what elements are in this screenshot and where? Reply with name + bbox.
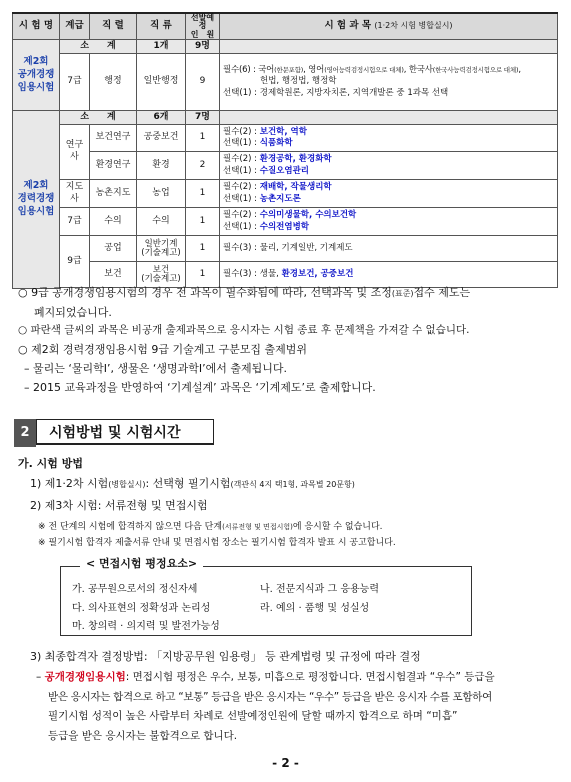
career-quota: 1 xyxy=(186,236,220,262)
section-header xyxy=(14,419,214,447)
category-line1: 보건 xyxy=(152,264,170,275)
note-small: (표준) xyxy=(391,289,414,298)
public-category: 일반행정 xyxy=(137,54,186,111)
table-row xyxy=(13,236,558,262)
career-subjects xyxy=(220,208,558,236)
subject-label: 선택(1) : xyxy=(223,193,260,204)
career-subtotal-row xyxy=(13,111,558,125)
exam-subjects-table xyxy=(12,12,558,289)
page-number: - 2 - xyxy=(272,756,299,770)
subject-label: 필수(3) : 생물, xyxy=(223,268,282,279)
career-group-name-l3: 임용시험 xyxy=(17,205,55,217)
career-quota: 1 xyxy=(186,208,220,236)
subject-note: (한국사능력검정시험으로 대체) xyxy=(432,65,519,74)
public-subtotal-count: 1개 xyxy=(137,40,186,54)
interview-eval-title: < 면접시험 평정요소> xyxy=(80,555,203,571)
public-subjects-line2: 헌법, 행정법, 행정학 xyxy=(260,76,337,87)
career-quota: 1 xyxy=(186,180,220,208)
career-quota: 1 xyxy=(186,125,220,152)
subject-label: 선택(1) : xyxy=(223,165,260,176)
table-row xyxy=(13,125,558,152)
subject-optional-line xyxy=(223,138,554,149)
career-group-name-l1: 제2회 xyxy=(23,180,49,192)
public-subtotal-row xyxy=(13,40,558,54)
header-quota xyxy=(186,13,220,40)
subject-blue: 수의전염병학 xyxy=(259,221,310,232)
item-note: (병합실시) xyxy=(108,480,146,489)
header-quota-l2: 인 원 xyxy=(190,29,215,39)
header-subjects-note: (1·2차 시험 병합실시) xyxy=(374,21,453,31)
note-2: ○ 파란색 글씨의 과목은 비공개 출제과목으로 응시자는 시험 종료 후 문제책을 가져갈 수 없습니다. xyxy=(18,324,470,336)
note-text: ○ 9급 공개경쟁임용시험의 경우 전 과목이 필수화됨에 따라, 선택과목 및 조정 xyxy=(18,286,392,299)
career-grade-guidance: 지도사 xyxy=(60,180,90,208)
subject-label: 선택(1) : xyxy=(223,138,260,149)
career-series: 공업 xyxy=(90,236,137,262)
para-text: : 면접시험 평정은 우수, 보통, 미흡으로 평정합니다. 면접시험결과 “우수” 등급을 xyxy=(125,671,495,683)
career-subjects xyxy=(220,152,558,180)
public-group-name xyxy=(13,40,60,111)
eval-item: 마. 창의력 · 의지력 및 발전가능성 xyxy=(72,621,220,632)
career-category: 농업 xyxy=(137,180,186,208)
note-3: ○ 제2회 경력경쟁임용시험 9급 기술계고 구분모집 출제범위 xyxy=(18,343,307,356)
public-quota: 9 xyxy=(186,54,220,111)
note-4: – 물리는 ‘물리학Ⅰ’, 생물은 ‘생명과학Ⅰ’에서 출제됩니다. xyxy=(24,362,287,375)
career-series: 보건연구 xyxy=(90,125,137,152)
item-text: : 선택형 필기시험 xyxy=(145,477,231,490)
subject-blue: 환경공학, 환경화학 xyxy=(259,154,332,165)
method-item-3: 3) 최종합격자 결정방법: 「지방공무원 임용령」 등 관계법령 및 규정에 따라 결정 xyxy=(30,650,421,663)
note-text: 폐지되었습니다. xyxy=(34,306,112,319)
section-title: 시험방법 및 시험시간 xyxy=(36,419,214,445)
subject-label: 필수(2) : xyxy=(223,154,260,165)
subject-text: , 한국사 xyxy=(403,64,433,75)
subject-required-line xyxy=(223,182,554,193)
public-subtotal-label: 소 계 xyxy=(60,40,137,54)
item-text: 1) 제1·2차 시험 xyxy=(30,477,109,490)
subject-label: 필수(2) : xyxy=(223,210,260,221)
public-group-name-l3: 임용시험 xyxy=(17,81,55,93)
subject-optional-line xyxy=(223,166,554,177)
subject-label: 필수(2) : xyxy=(223,126,260,137)
subject-text: 필수(6) : 국어 xyxy=(223,64,275,75)
career-subjects: 필수(3) : 물리, 기계일반, 기계제도 xyxy=(220,236,558,262)
method-heading: 가. 시험 방법 xyxy=(18,457,83,470)
subject-required-line xyxy=(223,154,554,165)
subject-label: 필수(2) : xyxy=(223,182,260,193)
subject-required-line xyxy=(223,127,554,138)
career-category: 수의 xyxy=(137,208,186,236)
item-note: (객관식 4지 택1형, 과목별 20문항) xyxy=(230,480,355,489)
career-series: 농촌지도 xyxy=(90,180,137,208)
subject-note: (영어능력검정시험으로 대체) xyxy=(324,65,404,74)
category-line1: 일반기계 xyxy=(144,238,178,249)
section-number: 2 xyxy=(14,419,36,447)
header-exam-name: 시 험 명 xyxy=(13,13,60,40)
eval-item: 다. 의사표현의 정확성과 논리성 xyxy=(72,603,211,614)
subject-blue: 보건학, 역학 xyxy=(259,126,307,137)
method-star-1 xyxy=(38,519,383,532)
eval-item: 라. 예의 · 품행 및 성실성 xyxy=(260,603,370,614)
public-group-name-l1: 제2회 xyxy=(23,55,49,67)
table-row xyxy=(13,54,558,111)
header-subjects-label: 시 험 과 목 xyxy=(324,20,372,32)
header-quota-l1: 선발예정 xyxy=(190,13,215,31)
public-subjects-line3: 선택(1) : 경제학원론, 지방자치론, 지역개발론 중 1과목 선택 xyxy=(223,87,449,98)
note-text: 접수 제도는 xyxy=(413,286,471,299)
header-series: 직 렬 xyxy=(90,13,137,40)
star-text: ※ 전 단계의 시험에 합격하지 않으면 다음 단계 xyxy=(38,522,223,532)
career-subjects xyxy=(220,180,558,208)
career-grade-research: 연구사 xyxy=(60,125,90,180)
star-text: 에 응시할 수 없습니다. xyxy=(292,522,383,532)
method-item-2: 2) 제3차 시험: 서류전형 및 면접시험 xyxy=(30,499,208,512)
table-row xyxy=(13,208,558,236)
subject-label: 선택(1) : xyxy=(223,221,260,232)
public-group-name-l2: 공개경쟁 xyxy=(17,68,55,80)
subject-blue: 식품화학 xyxy=(259,138,293,149)
table-row xyxy=(13,152,558,180)
table-row xyxy=(13,180,558,208)
career-group-name-l2: 경력경쟁 xyxy=(17,193,55,205)
subject-text: , 영어 xyxy=(303,64,325,75)
career-category xyxy=(137,236,186,262)
career-quota: 2 xyxy=(186,152,220,180)
subject-blue: 수질오염관리 xyxy=(259,165,310,176)
para-red: 공개경쟁임용시험 xyxy=(44,671,126,683)
public-subtotal-quota: 9명 xyxy=(186,40,220,54)
subject-blue: 수의미생물학, 수의보건학 xyxy=(259,210,357,221)
final-decision-paragraph xyxy=(36,668,556,746)
method-star-2: ※ 필기시험 합격자 제출서류 안내 및 면접시험 장소는 필기시험 합격자 발표 시 공고합니다. xyxy=(38,538,396,548)
career-subtotal-label: 소 계 xyxy=(60,111,137,125)
para-text: – xyxy=(36,671,45,683)
para-text: 등급을 받은 응시자는 불합격으로 합니다. xyxy=(48,729,238,742)
eval-item: 나. 전문지식과 그 응용능력 xyxy=(260,584,379,595)
public-series: 행정 xyxy=(90,54,137,111)
category-line2: (기술계고) xyxy=(141,247,181,258)
career-category: 공중보건 xyxy=(137,125,186,152)
public-subjects-line1 xyxy=(223,65,554,76)
method-item-1 xyxy=(30,475,355,491)
career-series: 보건 xyxy=(90,262,137,288)
subject-required-line xyxy=(223,210,554,221)
table-header-row xyxy=(13,13,558,40)
subject-blue: 농촌지도론 xyxy=(259,193,301,204)
header-grade: 계급 xyxy=(60,13,90,40)
career-series: 수의 xyxy=(90,208,137,236)
category-line2: (기술계고) xyxy=(141,273,181,284)
career-subjects xyxy=(220,125,558,152)
subject-blue: 환경보건, 공중보건 xyxy=(281,268,354,279)
subject-optional-line xyxy=(223,222,554,233)
career-category: 환경 xyxy=(137,152,186,180)
career-series: 환경연구 xyxy=(90,152,137,180)
subject-blue: 재배학, 작물생리학 xyxy=(259,182,332,193)
public-subjects xyxy=(220,54,558,111)
note-5: – 2015 교육과정을 반영하여 ‘기계설계’ 과목은 ‘기계제도’로 출제합니다. xyxy=(24,381,376,394)
career-subtotal-quota: 7명 xyxy=(186,111,220,125)
subject-text: , xyxy=(518,64,521,75)
star-note: (서류전형 및 면접시험) xyxy=(222,523,293,531)
career-grade-7: 7급 xyxy=(60,208,90,236)
subject-optional-line xyxy=(223,194,554,205)
public-grade: 7급 xyxy=(60,54,90,111)
subject-note: (한문포함) xyxy=(274,65,304,74)
career-quota: 1 xyxy=(186,262,220,288)
career-grade-9: 9급 xyxy=(60,236,90,288)
career-subtotal-count: 6개 xyxy=(137,111,186,125)
para-text: 필기시험 성적이 높은 사람부터 차례로 선발예정인원에 달할 때까지 합격으로 하며 “미흡” xyxy=(48,710,458,722)
career-group-name xyxy=(13,111,60,289)
header-category: 직 류 xyxy=(137,13,186,40)
para-text: 받은 응시자는 합격으로 하고 “보통” 등급을 받은 응시자는 “우수” 등급을 받은 응시자 수를 포함하여 xyxy=(48,690,492,703)
note-1 xyxy=(18,283,558,322)
eval-item: 가. 공무원으로서의 정신자세 xyxy=(72,584,198,595)
header-subjects xyxy=(220,13,558,40)
